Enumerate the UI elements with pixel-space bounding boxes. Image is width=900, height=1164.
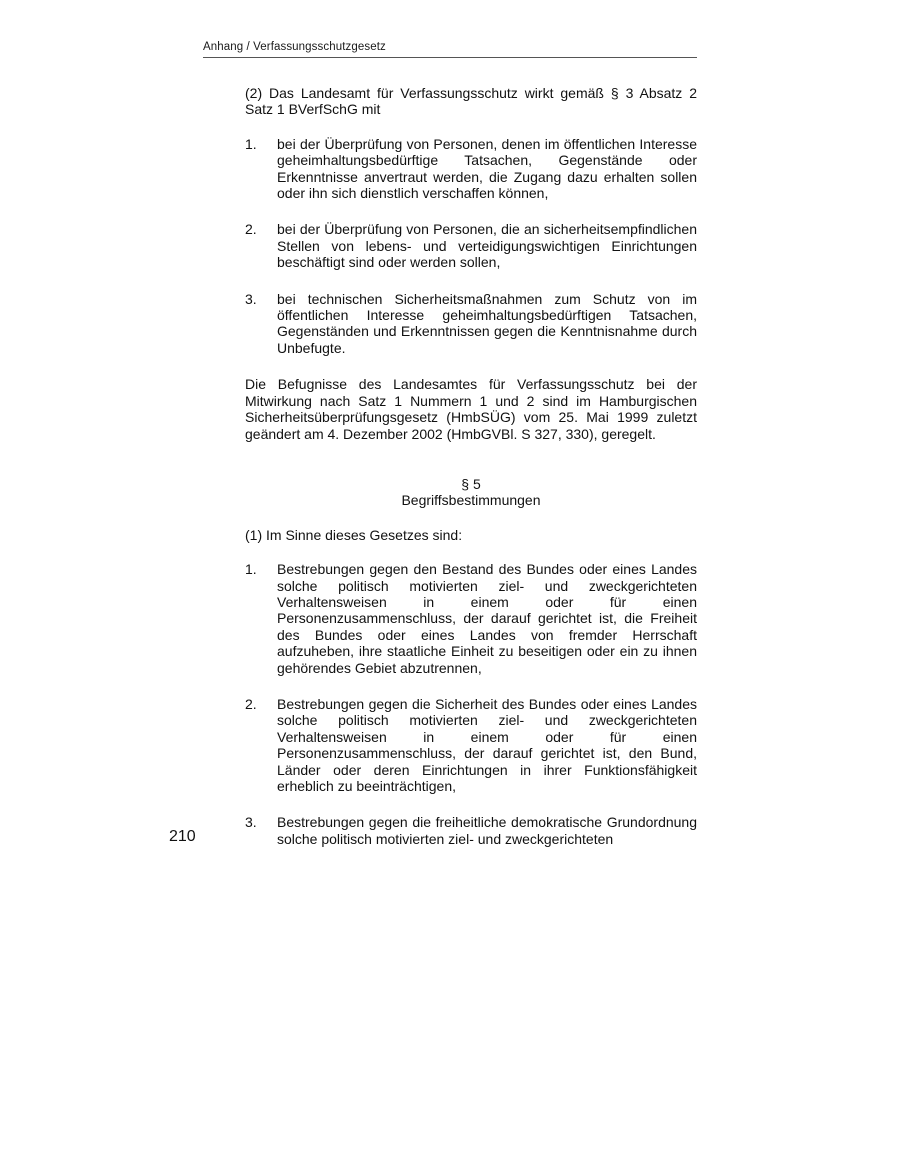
page-number: 210 <box>169 828 196 845</box>
list-item-number: 1. <box>245 561 257 578</box>
section-title: Begriffsbestimmungen <box>401 492 541 509</box>
list-item-number: 2. <box>245 695 257 712</box>
intro-paragraph: (2) Das Landesamt für Verfassungsschutz wirkt gemäß § 3 Absatz 2 Satz 1 BVerfSchG mit <box>245 85 697 118</box>
list-item-text: Bestrebungen gegen die Sicherheit des Bundes oder eines Landes solche politisch motivierten ziel- und zweckgerichteten Verhaltensweisen in einem oder für einen Personenzusammenschluss, der darauf gerichtet ist, den Bund, Länder oder deren Einrichtungen in ihrer Funktionsfähigkeit erheblich zu beeinträchtigen, <box>277 695 697 794</box>
participation-list <box>245 136 697 356</box>
list-item <box>245 561 697 676</box>
list-item-number: 3. <box>245 290 257 307</box>
list-item-text: bei der Überprüfung von Personen, denen im öffentlichen Interesse geheimhaltungsbedürftige Tatsachen, Gegenstände oder Erkenntnisse anvertraut werden, die Zugang dazu erhalten sollen oder ihn sich dienstlich verschaffen können, <box>277 135 697 202</box>
list-item-number: 2. <box>245 221 257 238</box>
list-item <box>245 291 697 357</box>
section-number: § 5 <box>461 475 481 492</box>
powers-paragraph: Die Befugnisse des Landesamtes für Verfassungsschutz bei der Mitwirkung nach Satz 1 Nummern 1 und 2 sind im Hamburgischen Sicherheitsüberprüfungsgesetz (HmbSÜG) vom 25. Mai 1999 zuletzt geändert am 4. Dezember 2002 (HmbGVBl. S 327, 330), geregelt. <box>245 376 697 442</box>
list-item-text: bei technischen Sicherheitsmaßnahmen zum Schutz von im öffentlichen Interesse geheimhaltungsbedürftigen Tatsachen, Gegenständen und Erkenntnissen gegen die Kenntnisnahme durch Unbefugte. <box>277 290 697 356</box>
list-item <box>245 696 697 794</box>
list-item-text: bei der Überprüfung von Personen, die an sicherheitsempfindlichen Stellen von lebens- und verteidigungswichtigen Einrichtungen beschäftigt sind oder werden sollen, <box>277 221 697 271</box>
list-item-number: 1. <box>245 135 257 152</box>
running-head: Anhang / Verfassungsschutzgesetz <box>203 41 697 58</box>
page-content <box>245 85 697 847</box>
list-item <box>245 814 697 847</box>
definitions-list <box>245 561 697 847</box>
list-item <box>245 221 697 270</box>
list-item <box>245 136 697 202</box>
definitions-intro: (1) Im Sinne dieses Gesetzes sind: <box>245 526 463 543</box>
section-heading <box>245 476 697 509</box>
list-item-number: 3. <box>245 814 257 831</box>
list-item-text: Bestrebungen gegen den Bestand des Bundes oder eines Landes solche politisch motivierten ziel- und zweckgerichteten Verhaltensweisen in einem oder für einen Personenzusammenschluss, der darauf gerichtet ist, die Freiheit des Bundes oder eines Landes von fremder Herrschaft aufzuheben, ihre staatliche Einheit zu beseitigen oder ein zu ihnen gehörendes Gebiet abzutrennen, <box>277 561 697 676</box>
list-item-text: Bestrebungen gegen die freiheitliche demokratische Grundordnung solche politisch motivierten ziel- und zweckgerichteten <box>277 814 697 847</box>
